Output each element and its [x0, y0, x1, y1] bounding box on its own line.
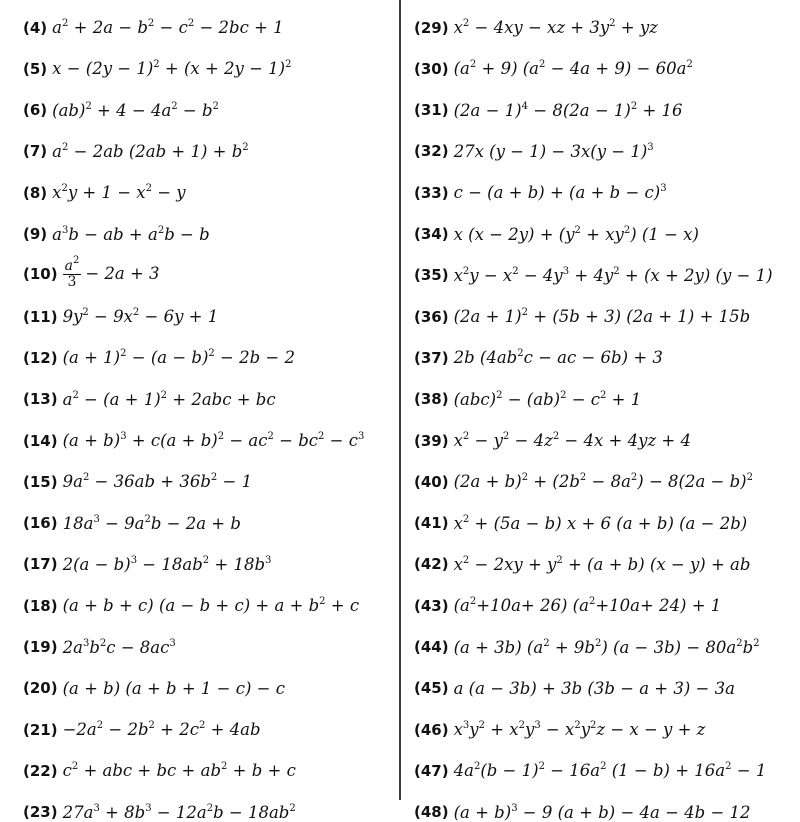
problem-number: (45) — [414, 679, 449, 698]
problem-number: (9) — [23, 225, 48, 243]
problem-item — [23, 225, 210, 244]
problem-number: (33) — [414, 183, 449, 202]
problem-number: (39) — [414, 431, 449, 450]
problem-item — [23, 638, 176, 657]
problem-expression: $4a^2(b - 1)^2 - 16a^2$ $(1 - b) + 16a^2 - 1$ — [453, 761, 767, 781]
problem-number: (6) — [23, 101, 48, 120]
problem-item — [23, 761, 296, 780]
problem-number: (10) — [23, 265, 58, 284]
problem-number: (23) — [23, 803, 58, 822]
problem-expression: $2(a - b)^3 - 18ab^2 + 18b^3$ — [62, 554, 272, 574]
problem-expression: $-2a^2 - 2b^2 + 2c^2 + 4ab$ — [62, 720, 261, 740]
problem-expression: $a^2 + 2a - b^2 - c^2 - 2bc + 1$ — [52, 18, 284, 37]
problem-item — [414, 638, 760, 657]
problem-item — [414, 596, 721, 615]
problem-expression: $a^2 - 2ab$ $(2ab + 1) + b^2$ — [52, 141, 249, 161]
problem-expression: $(a + 1)^2 - (a - b)^2 - 2b - 2$ — [62, 348, 295, 368]
problem-item — [23, 254, 160, 290]
problem-number: (16) — [23, 514, 58, 533]
problem-item — [23, 307, 218, 326]
problem-number: (42) — [414, 555, 449, 574]
fraction: $\frac{a^2}{3}$ — [64, 254, 80, 290]
problem-expression: $(a + b)^3 - 9$ (a + b) − 4a − 4b − 12 — [453, 802, 751, 822]
problem-expression: x $(x - 2y) + (y^2 + xy^2) (1 - x)$ — [453, 224, 699, 244]
problem-item — [23, 142, 249, 161]
problem-number: (4) — [23, 18, 48, 37]
problem-item — [23, 803, 296, 822]
problem-number: (17) — [23, 555, 58, 574]
problem-expression: $(2a + 1)^2 + (5b + 3)$ (2a + 1) + 15b — [453, 307, 751, 327]
problem-number: (7) — [23, 142, 48, 161]
problem-number: (14) — [23, 431, 58, 450]
problem-number: (37) — [414, 348, 449, 367]
problem-item — [414, 101, 683, 120]
problem-item — [414, 59, 693, 78]
problem-item — [414, 348, 663, 367]
problem-expression: $(abc)^2 - (ab)^2 - c^2 + 1$ — [453, 389, 642, 409]
problem-item — [414, 225, 699, 244]
problem-item — [414, 390, 641, 409]
problem-item — [23, 555, 271, 574]
column-divider — [399, 0, 401, 800]
problem-expression: (a + b) (a + b + 1 − c) − c — [62, 678, 285, 698]
problem-number: (35) — [414, 266, 449, 285]
problem-expression: $a^2 - (a + 1)^2 + 2abc$ + bc — [62, 389, 276, 409]
problem-expression: 27x $(y - 1) - 3x(y - 1)^3$ — [453, 141, 654, 161]
problem-number: (22) — [23, 761, 58, 780]
problem-item — [23, 390, 276, 409]
problem-expression: $c^2$ + abc + bc + $ab^2 + b + c$ — [62, 761, 296, 781]
problem-number: (13) — [23, 390, 58, 409]
problem-item — [23, 431, 364, 450]
problem-item — [414, 514, 747, 533]
problem-item — [23, 59, 292, 78]
problem-expression: $(2a - 1)^4 - 8(2a - 1)^2 + 16$ — [453, 100, 683, 120]
problem-number: (30) — [414, 59, 449, 78]
problem-item — [414, 803, 751, 822]
problem-item — [414, 266, 773, 285]
problem-number: (8) — [23, 183, 48, 202]
problem-item — [23, 101, 219, 120]
problem-number: (34) — [414, 225, 449, 243]
problem-item — [23, 348, 295, 367]
problem-expression: $\frac{a^2}{3}$ − 2a + 3 — [64, 254, 160, 290]
problem-number: (31) — [414, 101, 449, 120]
problem-item — [23, 720, 261, 739]
problem-number: (29) — [414, 18, 449, 37]
problem-expression: $x^2 - 4xy$ − xz + $3y^2$ + yz — [453, 18, 658, 37]
problem-number: (11) — [23, 307, 58, 326]
problem-item — [414, 720, 705, 739]
problem-item — [414, 472, 753, 491]
problem-expression: $(a + b)^3 + c(a + b)^2 - ac^2 - bc^2 - c^3$ — [62, 431, 365, 450]
problem-item — [414, 18, 658, 37]
problem-item — [23, 596, 359, 615]
problem-expression: $x^2 + (5a - b) x + 6$ (a + b) (a − 2b) — [453, 513, 748, 533]
problem-number: (36) — [414, 307, 449, 326]
problem-item — [23, 183, 186, 202]
problem-expression: $2a^3b^2c - 8ac^3$ — [62, 637, 176, 657]
problem-expression: $x^2y - x^2 - 4y^3 + 4y^2 + (x + 2y) (y - 1)$ — [453, 265, 773, 285]
problem-expression: (a + b + c) $(a - b + c) + a + b^2 + c$ — [62, 596, 360, 616]
problem-number: (41) — [414, 514, 449, 533]
problem-item — [414, 142, 654, 161]
problem-expression: $(2a + b)^2 + (2b^2 - 8a^2) - 8(2a - b)^2$ — [453, 472, 753, 492]
problem-expression: $x^3y^2 + x^2y^3 - x^2y^2z - x - y + z$ — [453, 720, 706, 740]
problem-item — [23, 18, 284, 37]
problem-expression: $9a^2 - 36ab + 36b^2 - 1$ — [62, 472, 253, 492]
problem-expression: $a^3b$ − ab + $a^2b - b$ — [52, 224, 210, 244]
problem-number: (12) — [23, 348, 58, 367]
problem-number: (47) — [414, 761, 449, 780]
problem-number: (32) — [414, 142, 449, 161]
problem-expression: $9y^2 - 9x^2 - 6y + 1$ — [62, 307, 219, 327]
problem-number: (46) — [414, 720, 449, 739]
problem-expression: $x^2 - 2xy + y^2 + (a + b) (x - y)$ + ab — [453, 554, 751, 574]
problem-item — [414, 555, 750, 574]
problem-number: (38) — [414, 390, 449, 409]
problem-item — [23, 472, 252, 491]
problem-item — [414, 431, 691, 450]
problem-number: (21) — [23, 720, 58, 739]
problem-expression: $(a^2 + 9) (a^2 - 4a + 9) - 60a^2$ — [453, 59, 693, 79]
problem-number: (18) — [23, 596, 58, 615]
problem-expression: $x - (2y - 1)^2 + (x + 2y - 1)^2$ — [52, 59, 292, 79]
problem-number: (19) — [23, 638, 58, 656]
problem-item — [23, 514, 241, 533]
problem-expression: a (a − 3b) + 3b (3b − a + 3) − 3a — [453, 678, 735, 698]
problem-number: (15) — [23, 472, 58, 491]
problem-number: (20) — [23, 679, 58, 698]
problem-item — [414, 761, 766, 780]
problem-expression: $c - (a + b) + (a + b - c)^3$ — [453, 183, 667, 203]
problem-item — [414, 183, 667, 202]
problem-expression: $x^2 - y^2 - 4z^2 - 4x + 4yz + 4$ — [453, 431, 691, 450]
problem-expression: 2b ($4ab^2c$ − ac − 6b) + 3 — [453, 348, 663, 368]
problem-number: (5) — [23, 59, 48, 78]
problem-number: (40) — [414, 472, 449, 491]
problem-item — [414, 679, 735, 698]
problem-expression: $(a^2+10a+ 26)$ $(a^2+10a+ 24) + 1$ — [453, 596, 722, 616]
problem-number: (48) — [414, 803, 449, 822]
problem-item — [414, 307, 750, 326]
problem-expression: $18a^3 - 9a^2b - 2a + b$ — [62, 513, 241, 533]
problem-expression: $x^2y + 1 - x^2 - y$ — [52, 183, 186, 203]
problem-expression: (a + 3b) $(a^2 + 9b^2) (a - 3b) - 80a^2b^2$ — [453, 637, 760, 657]
problem-number: (44) — [414, 638, 449, 656]
problem-item — [23, 679, 285, 698]
problem-expression: $27a^3 + 8b^3 - 12a^2b - 18ab^2$ — [62, 802, 296, 822]
problem-expression: $(ab)^2 + 4 - 4a^2 - b^2$ — [52, 100, 219, 120]
problem-number: (43) — [414, 596, 449, 615]
